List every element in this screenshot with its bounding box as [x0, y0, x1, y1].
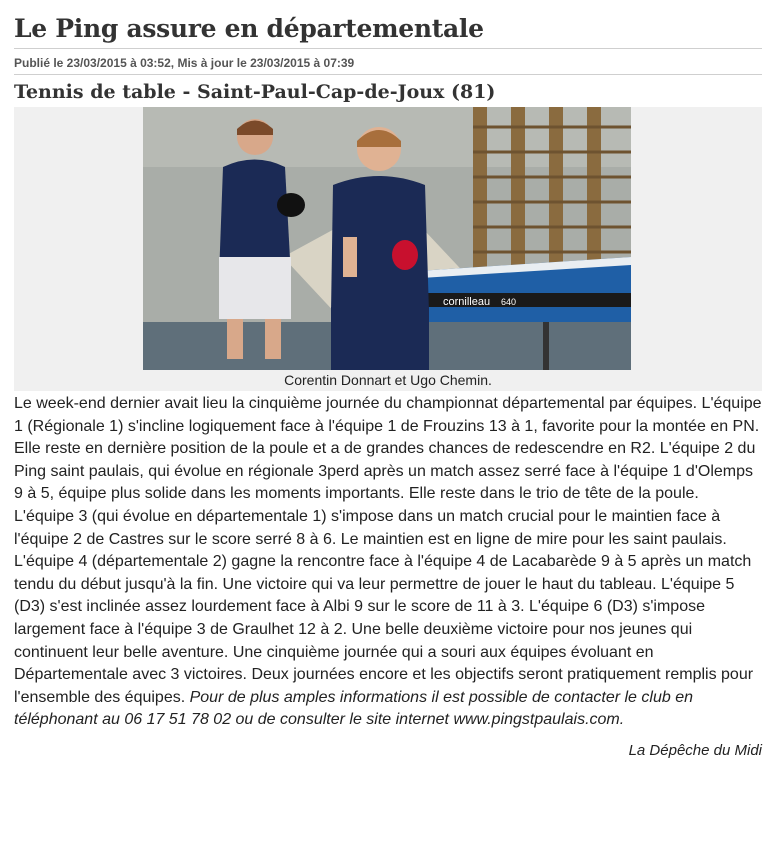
article-subtitle: Tennis de table - Saint-Paul-Cap-de-Joux (81) — [14, 81, 496, 103]
title-divider — [14, 48, 762, 49]
photo-caption: Corentin Donnart et Ugo Chemin. — [284, 372, 492, 388]
article-body — [14, 393, 762, 732]
table-brand-text: cornilleau — [443, 296, 491, 308]
table-model-text: 640 — [501, 297, 517, 307]
photo-figure — [14, 107, 762, 391]
meta-divider — [14, 74, 762, 75]
article — [14, 0, 762, 759]
article-source: La Dépêche du Midi — [628, 741, 762, 759]
article-contact-info: Pour de plus amples informations il est possible de contacter le club en téléphonant au 06 17 51 78 02 ou de consulter le site internet www.pingstpaulais.com. — [14, 688, 693, 729]
article-photo — [143, 107, 631, 370]
article-body-text: Le week-end dernier avait lieu la cinquième journée du championnat départemental par équipes. L'équipe 1 (Régionale 1) s'incline logiquement face à l'équipe 1 de Frouzins 13 à 1, favorite pour la montée en PN. Elle reste en dernière position de la poule et a de grandes chances de redescendre en R2. L'équipe 2 du Ping saint paulais, qui évolue en régionale 3perd après un match assez serré face à l'équipe 1 d'Olemps 9 à 5, équipe plus solide dans les moments importants. Elle reste dans le trio de tête de la poule. L'équipe 3 (qui évolue en départementale 1) s'impose dans un match crucial pour le maintien face à l'équipe 2 de Castres sur le score serré 8 à 6. Le maintien est en ligne de mire pour les saint paulais. L'équipe 4 (départementale 2) gagne la rencontre face à l'équipe 4 de Lacabarède 9 à 5 après un match tendu du début jusqu'à la fin. Une victoire qui va leur permettre de jouer le haut du tableau. L'équipe 5 (D3) s'est inclinée assez lourdement face à Albi 9 sur le score de 11 à 3. L'équipe 6 (D3) s'impose largement face à l'équipe 3 de Graulhet 12 à 2. Une belle deuxième victoire pour nos jeunes qui continuent leur belle aventure. Une cinquième journée qui a souri aux équipes évoluant en Départementale avec 3 victoires. Deux journées encore et les objectifs seront pratiquement remplis pour l'ensemble des équipes. — [14, 395, 762, 706]
article-title: Le Ping assure en départementale — [14, 14, 484, 43]
publication-date: Publié le 23/03/2015 à 03:52, Mis à jour le 23/03/2015 à 07:39 — [14, 56, 355, 70]
